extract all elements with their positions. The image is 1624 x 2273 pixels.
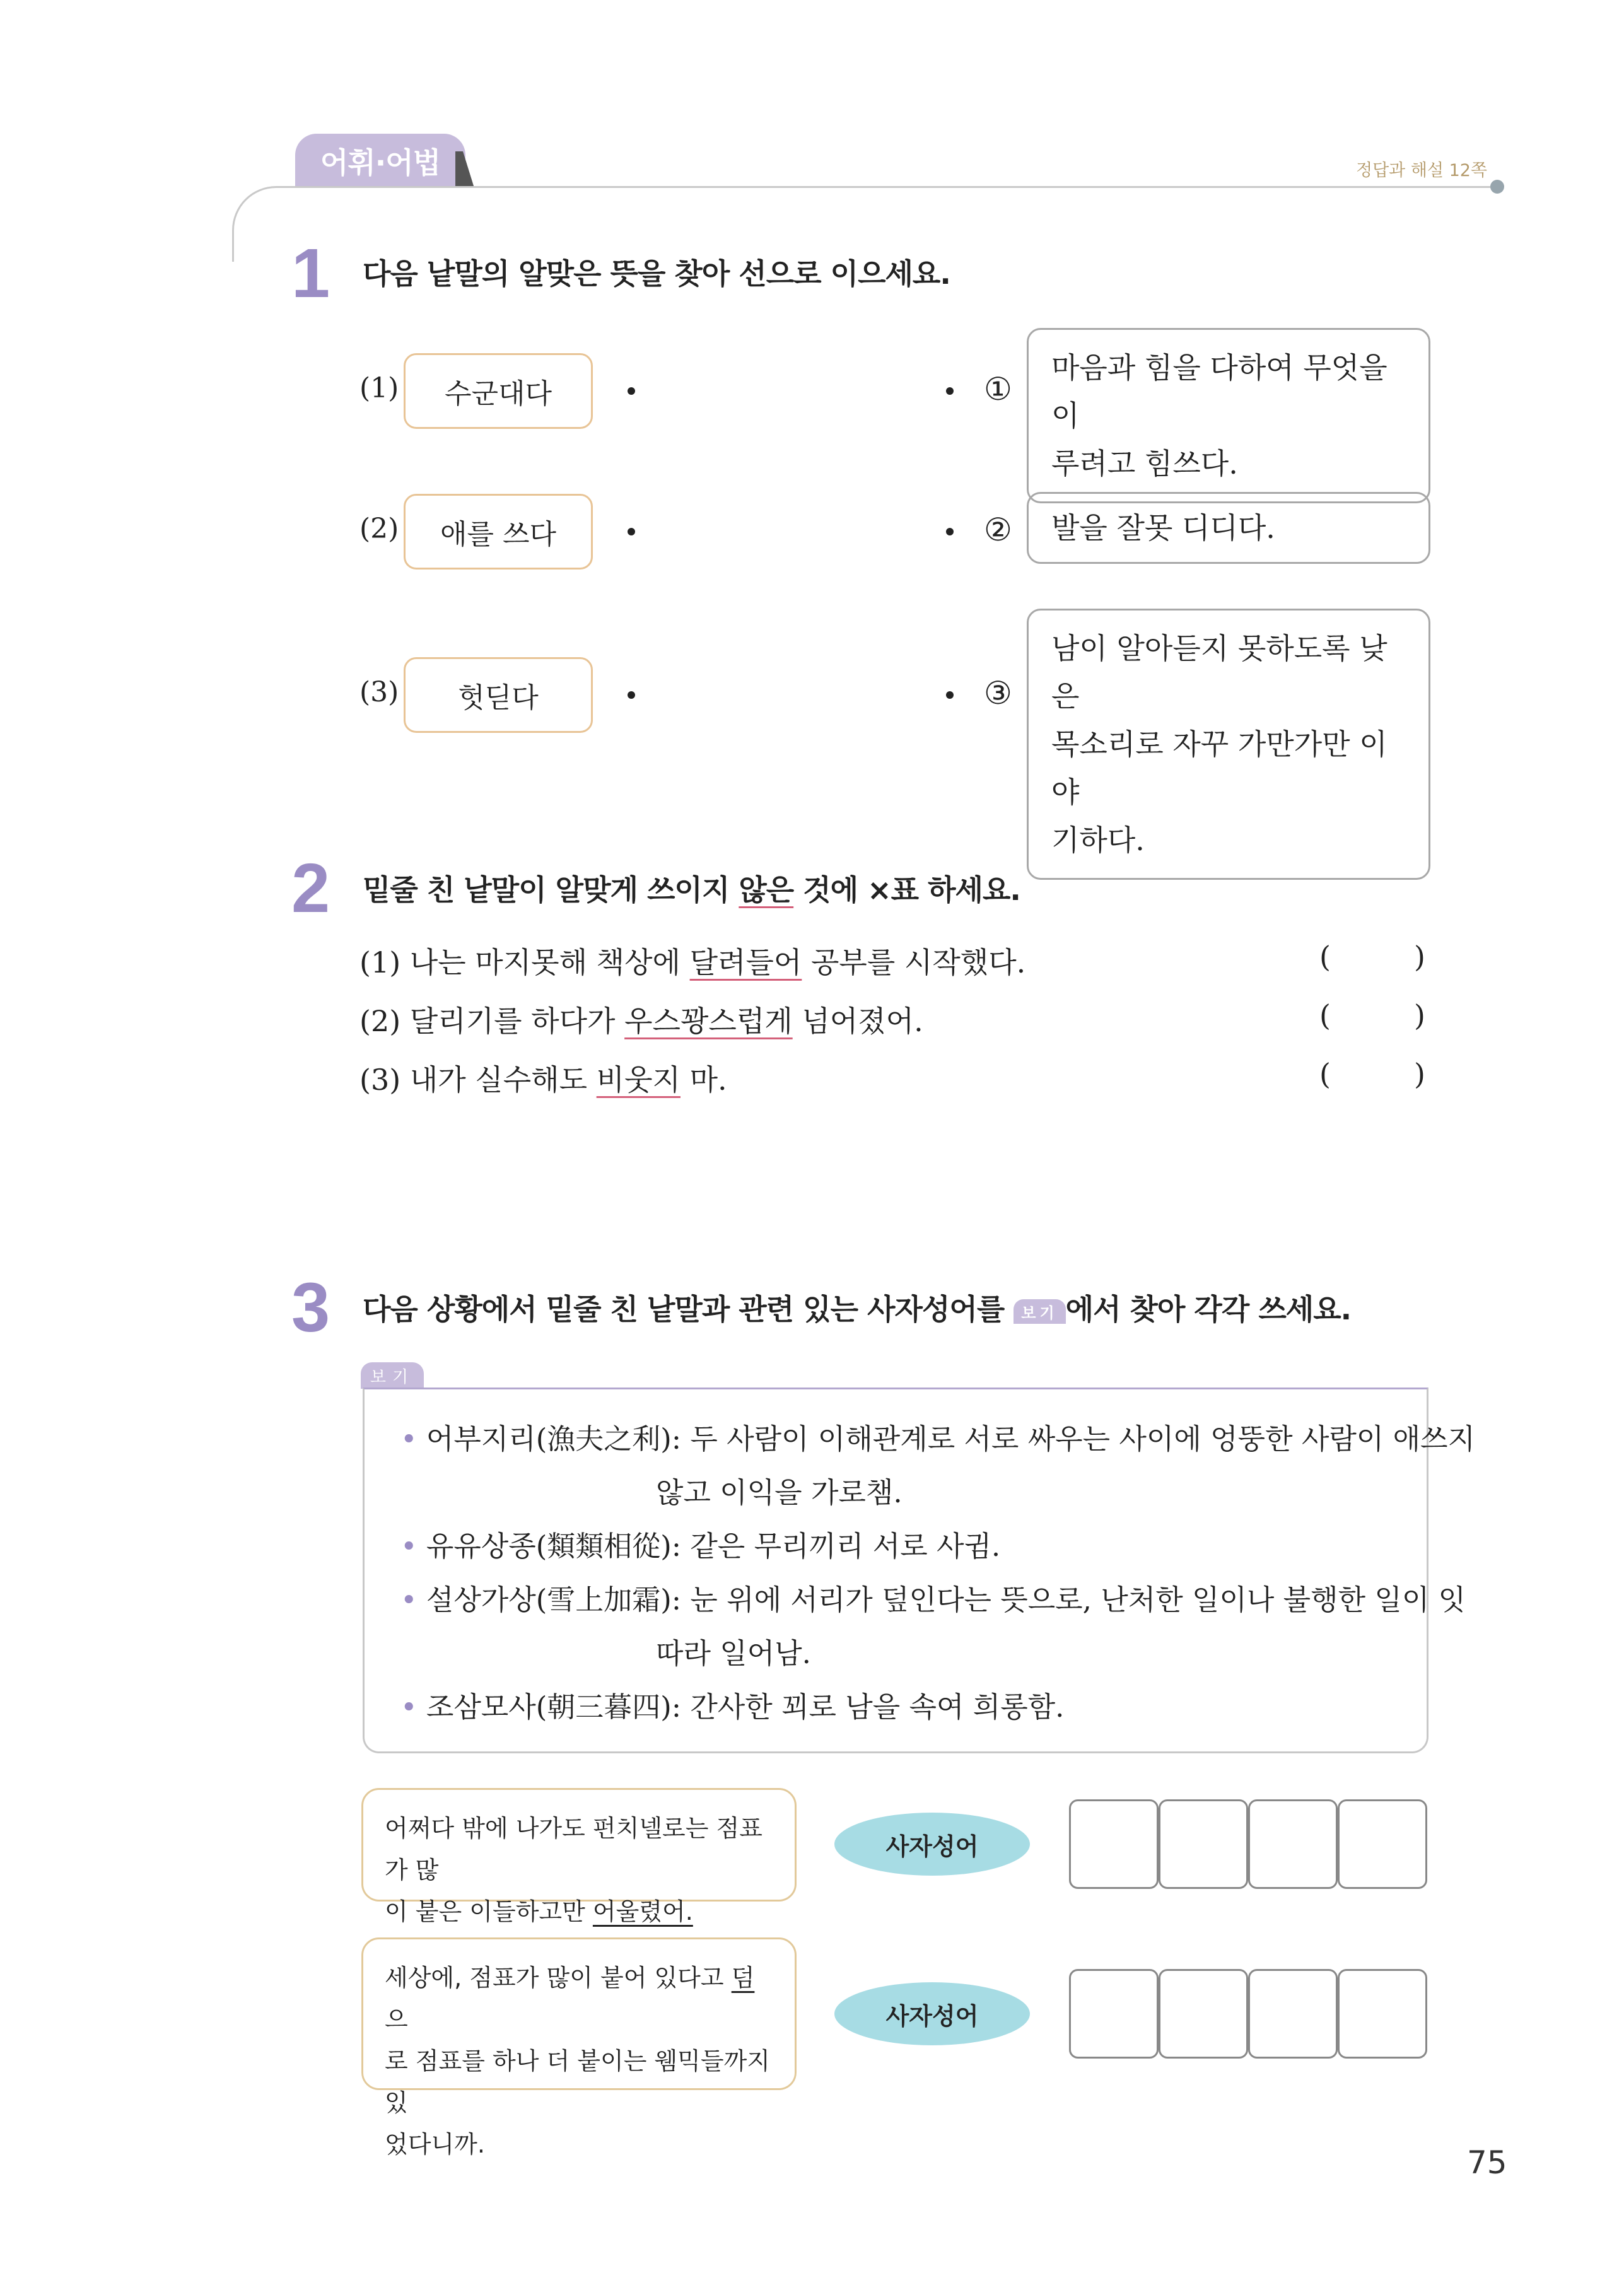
answer-paren-close: ): [1414, 940, 1425, 974]
word-index: (3): [359, 676, 399, 708]
match-dot-right-2[interactable]: [946, 528, 954, 535]
question-1-instruction: 다음 낱말의 알맞은 뜻을 찾아 선으로 이으세요.: [363, 257, 950, 291]
header-dot: [1490, 180, 1504, 194]
word-box-2: 애를 쓰다: [404, 494, 593, 570]
bogi-entry-2: • 유유상종(類類相從): 같은 무리끼리 서로 사귐.: [400, 1529, 1001, 1563]
answer-paren-close: ): [1414, 998, 1425, 1032]
meaning-line: 남이 알아듣지 못하도록 낮은: [1051, 631, 1387, 713]
bogi-entry-3: • 설상가상(雪上加霜): 눈 위에 서리가 덮인다는 뜻으로, 난처한 일이나 불행한 일이 잇: [400, 1583, 1466, 1616]
question-number-2: 2: [291, 850, 330, 927]
match-dot-left-1[interactable]: [628, 387, 635, 395]
section-label: 어휘·어법: [295, 134, 465, 188]
meaning-box-3: [1027, 609, 1430, 880]
word-index: (2): [359, 513, 399, 545]
meaning-line: 발을 잘못 디디다.: [1051, 511, 1275, 545]
question-2-instruction: 밑줄 친 낱말이 알맞게 쓰이지 않은 것에 ×표 하세요.: [363, 873, 1020, 907]
meaning-mark-1: ①: [984, 371, 1012, 407]
match-dot-left-3[interactable]: [628, 691, 635, 699]
bogi-entry-1: • 어부지리(漁夫之利): 두 사람이 이해관계로 서로 싸우는 사이에 엉뚱한 사람이 애쓰지: [400, 1422, 1475, 1456]
answer-cell[interactable]: [1248, 1969, 1338, 2059]
answer-cell[interactable]: [1338, 1969, 1427, 2059]
meaning-line: 마음과 힘을 다하여 무엇을 이: [1051, 351, 1387, 433]
bogi-entry-3-cont: 따라 일어남.: [656, 1637, 811, 1670]
answer-cell[interactable]: [1248, 1799, 1338, 1889]
answer-blank-2[interactable]: [1337, 996, 1410, 1035]
idiom-label-pill-1: 사자성어: [834, 1813, 1030, 1876]
page-number: 75: [1467, 2144, 1507, 2181]
situation-box-2: 세상에, 점표가 많이 붙어 있다고 덤으 로 점표를 하나 더 붙이는 웸믹들까지 있 었다니까.: [361, 1937, 797, 2090]
answer-blank-3[interactable]: [1337, 1055, 1410, 1094]
header-rule: [277, 186, 1495, 188]
answer-blank-1[interactable]: [1337, 937, 1410, 976]
bogi-inline-label: 보기: [1014, 1299, 1065, 1324]
q2-item-2: (2) 달리기를 하다가 우스꽝스럽게 넘어졌어.: [359, 1004, 923, 1038]
question-number-3: 3: [291, 1269, 330, 1347]
q2-item-3: (3) 내가 실수해도 비웃지 마.: [359, 1063, 727, 1097]
answer-paren-close: ): [1414, 1057, 1425, 1091]
idiom-label-pill-2: 사자성어: [834, 1982, 1030, 2045]
meaning-box-2: [1027, 492, 1430, 564]
meaning-mark-2: ②: [984, 511, 1012, 548]
word-box-1: 수군대다: [404, 353, 593, 429]
match-dot-right-1[interactable]: [946, 387, 954, 395]
meaning-mark-3: ③: [984, 675, 1012, 711]
word-box-3: 헛딛다: [404, 657, 593, 733]
meaning-line: 기하다.: [1051, 823, 1145, 857]
bogi-tab: 보기: [361, 1362, 424, 1389]
meaning-line: 루려고 힘쓰다.: [1051, 447, 1238, 481]
match-dot-left-2[interactable]: [628, 528, 635, 535]
answer-reference: 정답과 해설 12쪽: [1356, 161, 1488, 180]
q2-item-1: (1) 나는 마지못해 책상에 달려들어 공부를 시작했다.: [359, 945, 1026, 979]
meaning-line: 목소리로 자꾸 가만가만 이야: [1051, 727, 1387, 809]
bogi-entry-1-cont: 않고 이익을 가로챔.: [656, 1476, 903, 1509]
question-number-1: 1: [291, 235, 330, 312]
answer-paren-open: (: [1319, 1057, 1331, 1091]
match-dot-right-3[interactable]: [946, 691, 954, 699]
header-curve: [232, 186, 283, 262]
word-index: (1): [359, 372, 399, 404]
situation-box-1: 어쩌다 밖에 나가도 펀치넬로는 점표가 많 이 붙은 이들하고만 어울렸어.: [361, 1788, 797, 1902]
question-3-instruction: 다음 상황에서 밑줄 친 낱말과 관련 있는 사자성어를 보기 에서 찾아 각각 쓰세요.: [363, 1292, 1352, 1326]
answer-paren-open: (: [1319, 940, 1331, 974]
answer-paren-open: (: [1319, 998, 1331, 1032]
answer-cell[interactable]: [1069, 1969, 1159, 2059]
answer-cell[interactable]: [1159, 1799, 1248, 1889]
answer-cell[interactable]: [1338, 1799, 1427, 1889]
bogi-entry-4: • 조삼모사(朝三暮四): 간사한 꾀로 남을 속여 희롱함.: [400, 1690, 1065, 1724]
answer-cell[interactable]: [1069, 1799, 1159, 1889]
answer-cell[interactable]: [1159, 1969, 1248, 2059]
meaning-box-1: [1027, 328, 1430, 503]
